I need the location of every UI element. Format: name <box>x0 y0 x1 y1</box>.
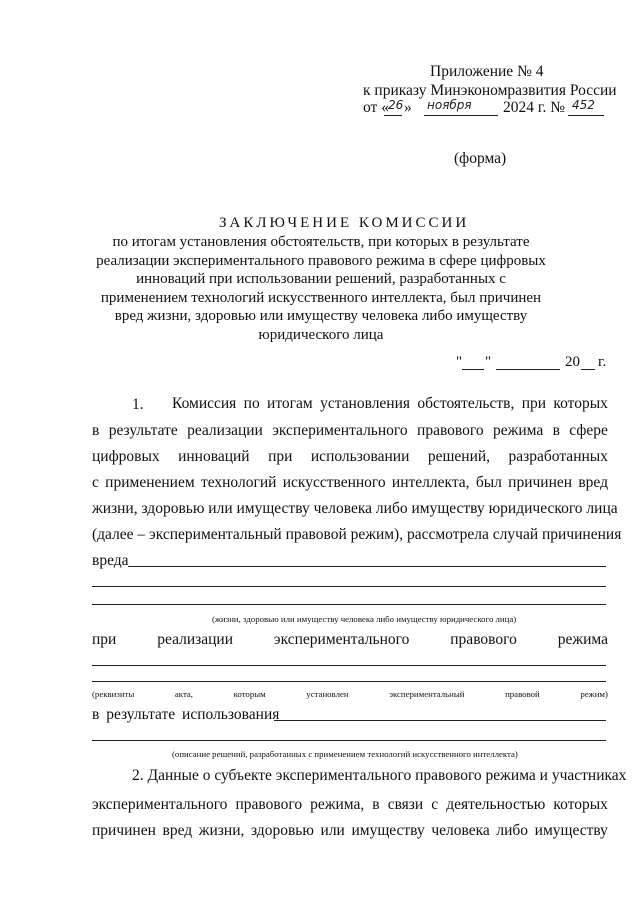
date-day: 26 <box>388 98 404 112</box>
word: правового <box>450 631 517 648</box>
word: разработанных <box>508 448 608 465</box>
word: с <box>92 474 99 491</box>
paragraph-1-line-2 <box>92 422 608 440</box>
date-year: 2024 г. № <box>503 99 566 116</box>
word: технологий <box>200 474 277 491</box>
word: экспериментальный <box>389 689 465 699</box>
paragraph-1-number: 1. <box>132 396 144 413</box>
date-blank-open-quote: " <box>456 354 463 370</box>
word: режима <box>492 422 544 439</box>
word: установлен <box>306 689 349 699</box>
paragraph-2-line-1: 2. Данные о субъекте экспериментального правового режима и участниках <box>132 767 627 784</box>
word: с <box>431 796 439 813</box>
order-reference: к приказу Минэкономразвития России <box>363 82 617 99</box>
word: результате <box>108 422 178 439</box>
date-blank-year-prefix: 20 <box>565 354 580 370</box>
act-fill-line-2 <box>92 681 606 682</box>
word: режим) <box>580 689 608 699</box>
date-sep: » <box>404 99 412 116</box>
word: при <box>92 631 117 648</box>
row-result: в результате использования <box>92 706 280 723</box>
word: режима, <box>310 796 365 813</box>
act-fill-line-1 <box>92 665 606 666</box>
paragraph-2-line-3 <box>92 822 608 840</box>
harm-fill-line-3 <box>92 604 606 605</box>
paragraph-1-line-7: вреда <box>92 552 129 569</box>
word: режима <box>557 631 608 648</box>
word: цифровых <box>92 448 160 465</box>
word: имуществу <box>351 822 425 839</box>
harm-fill-line-2 <box>92 586 606 587</box>
solution-fill-line-1 <box>274 720 606 721</box>
word: решений, <box>427 448 491 465</box>
word: был <box>475 474 502 491</box>
word: экспериментального <box>272 422 408 439</box>
word: инноваций <box>178 448 250 465</box>
word: экспериментального <box>273 631 410 648</box>
harm-fill-line-1 <box>128 566 606 567</box>
caption-act <box>92 689 608 699</box>
form-label: (форма) <box>454 150 507 167</box>
word: причинен <box>92 822 156 839</box>
word: использовании <box>310 448 410 465</box>
document-subtitle: по итогам установления обстоятельств, при которых в результате реализации экспериментального правового режима в сфере цифровых инноваций при использовании решений, разработанных с применением технологий искусственного интеллекта, был причинен вред жизни, здоровью или имуществу человека либо имуществу юридического лица <box>96 234 546 343</box>
word: правовой <box>505 689 540 699</box>
word: связи <box>387 796 424 813</box>
word: деятельностью <box>446 796 546 813</box>
word: либо <box>496 822 529 839</box>
word: здоровью <box>250 822 314 839</box>
word: человека <box>431 822 490 839</box>
document-title: ЗАКЛЮЧЕНИЕ КОМИССИИ <box>219 215 470 231</box>
word: в <box>92 422 100 439</box>
paragraph-1-line-3 <box>92 448 608 466</box>
word: при <box>268 448 293 465</box>
word: в <box>552 422 560 439</box>
order-number-underline <box>568 115 604 116</box>
caption-harm: (жизни, здоровью или имуществу человека либо имуществу юридического лица) <box>212 614 517 624</box>
word: искусственного <box>282 474 386 491</box>
row-pri <box>92 631 608 649</box>
word: применением <box>105 474 195 491</box>
paragraph-1-line-1 <box>172 395 608 413</box>
date-month-underline <box>424 115 498 116</box>
paragraph-1-line-6: (далее – экспериментальный правовой режим), рассмотрела случай причинения <box>92 526 622 543</box>
date-prefix: от « <box>363 99 389 116</box>
word: сфере <box>569 422 608 439</box>
paragraph-2-line-2 <box>92 796 608 814</box>
word: которых <box>553 395 608 412</box>
word: (реквизиты <box>92 689 135 699</box>
word: обстоятельств, <box>417 395 515 412</box>
date-blank-close-quote: " <box>485 354 492 370</box>
word: вред <box>578 474 608 491</box>
paragraph-1-line-4 <box>92 474 608 492</box>
word: вред <box>162 822 193 839</box>
date-day-underline <box>384 115 402 116</box>
word: причинен <box>508 474 573 491</box>
word: реализации <box>157 631 234 648</box>
date-blank-day-line <box>462 369 484 370</box>
word: которым <box>233 689 266 699</box>
word: итогам <box>267 395 313 412</box>
solution-fill-line-2 <box>92 740 606 741</box>
word: имуществу <box>534 822 608 839</box>
word: правового <box>235 796 303 813</box>
word: реализации <box>187 422 263 439</box>
appendix-number: Приложение № 4 <box>430 63 544 80</box>
word: акта, <box>174 689 194 699</box>
word: при <box>521 395 547 412</box>
date-blank-year-line <box>581 369 595 370</box>
word: жизни, <box>198 822 245 839</box>
date-month: ноября <box>427 98 472 112</box>
word: в <box>372 796 380 813</box>
word: интеллекта, <box>391 474 470 491</box>
word: по <box>243 395 260 412</box>
date-blank-year-suffix: г. <box>598 354 607 370</box>
paragraph-1-line-5: жизни, здоровью или имуществу человека либо имуществу юридического лица <box>92 500 618 517</box>
word: правового <box>417 422 484 439</box>
word: которых <box>553 796 608 813</box>
word: экспериментального <box>92 796 228 813</box>
word: или <box>320 822 345 839</box>
word: установления <box>320 395 411 412</box>
word: Комиссия <box>172 395 237 412</box>
caption-solutions: (описание решений, разработанных с применением технологий искусственного интеллекта) <box>172 749 518 759</box>
date-blank-month-line <box>496 369 560 370</box>
order-number: 452 <box>572 98 595 112</box>
